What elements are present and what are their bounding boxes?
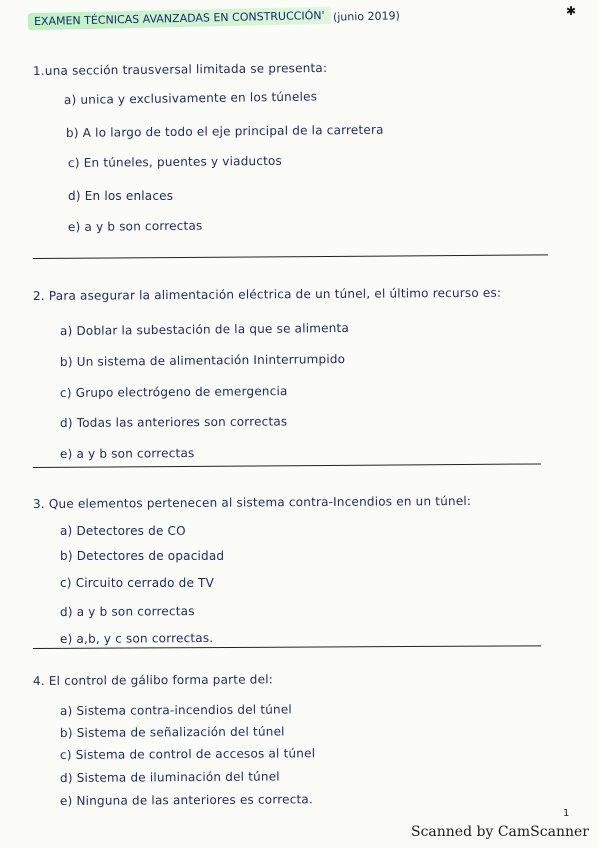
question-1-option-d: d) En los enlaces [68,189,174,203]
question-1-option-c: c) En túneles, puentes y viaductos [67,153,283,170]
question-2-option-d: d) Todas las anteriores son correctas [59,414,288,430]
question-4-option-a: a) Sistema contra-incendios del túnel [59,702,292,718]
question-2-option-a: a) Doblar la subestación de la que se alimenta [59,320,350,338]
question-4: 4. El control de gálibo forma parte del: [32,672,274,688]
question-1: 1.una sección trausversal limitada se presenta: [32,60,328,78]
question-3-option-d: d) a y b son correctas [59,604,195,619]
scanner-watermark: Scanned by CamScanner [411,824,589,840]
question-3: 3. Que elementos pertenecen al sistema contra-Incendios en un túnel: [32,493,472,511]
divider-line [33,254,548,259]
question-3-option-a: a) Detectores de CO [60,524,186,538]
exam-header [28,8,400,30]
exam-title: EXAMEN TÉCNICAS AVANZADAS EN CONSTRUCCIÓN' [28,7,331,30]
exam-date: (junio 2019) [332,9,400,24]
question-2-option-e: e) a y b son correctas [59,446,195,461]
question-3-option-e: e) a,b, y c son correctas. [59,630,214,646]
question-4-option-c: c) Sistema de control de accesos al túnel [59,746,316,762]
question-2-option-b: b) Un sistema de alimentación Ininterrumpido [59,352,346,369]
question-3-option-c: c) Circuito cerrado de TV [60,576,214,590]
asterisk-icon: ✱ [566,4,577,18]
question-4-option-b: b) Sistema de señalización del túnel [59,724,285,740]
question-3-option-b: b) Detectores de opacidad [60,549,225,563]
divider-line [33,463,541,468]
question-2: 2. Para asegurar la alimentación eléctrica de un túnel, el último recurso es: [32,285,502,303]
question-1-option-e: e) a y b son correctas [67,218,203,234]
question-1-option-a: a) unica y exclusivamente en los túneles [63,89,318,107]
question-4-option-e: e) Ninguna de las anteriores es correcta. [59,792,314,808]
page-number: 1 [563,808,570,819]
question-1-option-b: b) A lo largo de todo el eje principal de la carretera [65,122,384,140]
question-2-option-c: c) Grupo electrógeno de emergencia [59,384,288,400]
question-4-option-d: d) Sistema de iluminación del túnel [59,769,280,785]
divider-line [33,645,541,649]
